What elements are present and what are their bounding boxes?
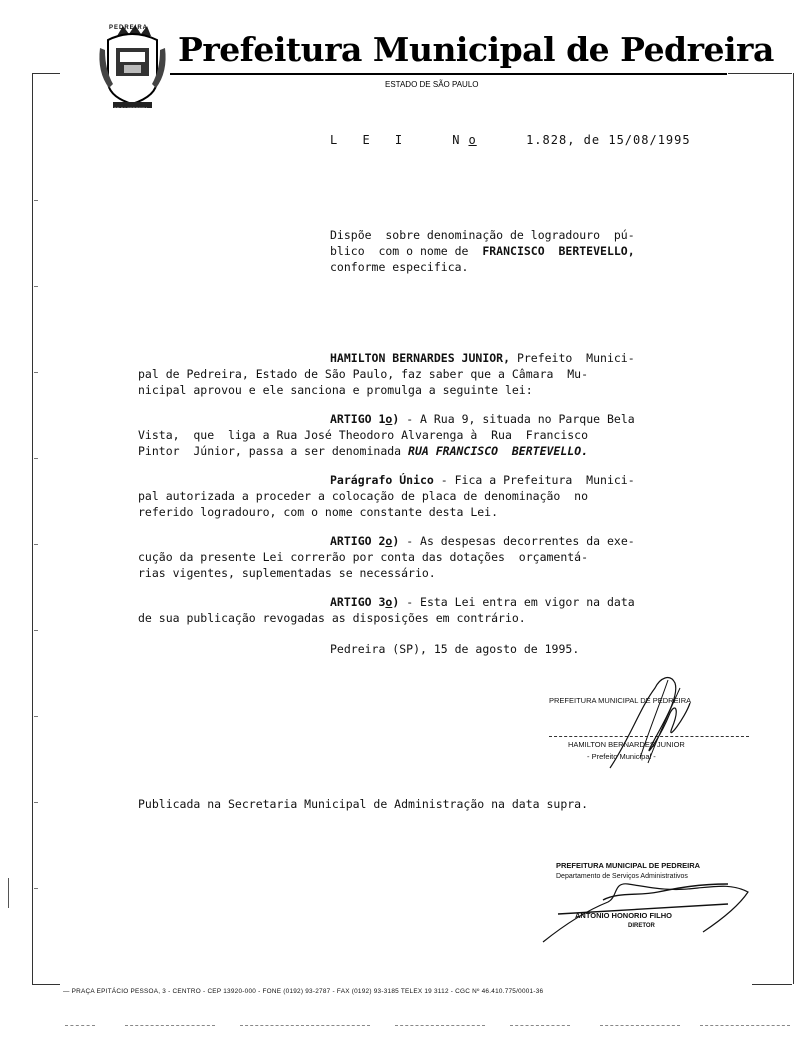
law-heading xyxy=(330,133,691,147)
closing-date: Pedreira (SP), 15 de agosto de 1995. xyxy=(330,642,580,656)
binding-mark xyxy=(8,878,9,908)
article-line: Pintor Júnior, passa a ser denominada xyxy=(138,444,409,458)
scan-artifact xyxy=(125,1025,215,1027)
law-label: L E I xyxy=(330,133,412,147)
municipal-crest xyxy=(95,22,170,114)
mayor-name: HAMILTON BERNARDES JUNIOR, xyxy=(330,351,511,365)
summary-line: conforme especifica. xyxy=(330,260,469,274)
summary-line: Dispõe sobre denominação de logradouro pú- xyxy=(330,228,635,242)
paragraph-unico xyxy=(138,472,635,520)
handwritten-signature-2 xyxy=(528,862,758,946)
paragraph-line: - Fica a Prefeitura Munici- xyxy=(433,473,635,487)
header-rule xyxy=(170,73,727,75)
article-line: cução da presente Lei correrão por conta das dotações orçamentá- xyxy=(138,550,589,564)
signature2-role: DIRETOR xyxy=(628,923,655,929)
footer-rule-right xyxy=(752,984,792,985)
article-line: - Esta Lei entra em vigor na data xyxy=(399,595,635,609)
signature2-dept: Departamento de Serviços Administrativos xyxy=(556,873,688,880)
signature2-name: ANTONIO HONORIO FILHO xyxy=(575,911,672,920)
signature1-name: HAMILTON BERNARDES JUNIOR xyxy=(568,740,685,749)
preamble-line: Prefeito Munici- xyxy=(510,351,635,365)
handwritten-signature-1 xyxy=(600,668,710,778)
paragraph-label: Parágrafo Único xyxy=(330,473,434,487)
article-1 xyxy=(138,411,635,459)
preamble-line: pal de Pedreira, Estado de São Paulo, faz saber que a Câmara Mu- xyxy=(138,367,589,381)
article-line: rias vigentes, suplementadas se necessário. xyxy=(138,566,436,580)
publication-note: Publicada na Secretaria Municipal de Administração na data supra. xyxy=(138,797,589,811)
paragraph-line: referido logradouro, com o nome constante desta Lei. xyxy=(138,505,499,519)
scan-artifact xyxy=(65,1025,95,1027)
document-frame xyxy=(32,73,794,984)
article-line: - A Rua 9, situada no Parque Bela xyxy=(399,412,635,426)
article-sup: o xyxy=(385,534,393,548)
margin-tick xyxy=(34,286,38,287)
signature1-role: - Prefeito Municipal - xyxy=(587,752,656,761)
margin-tick xyxy=(34,372,38,373)
article-3 xyxy=(138,594,635,626)
header-rule-left xyxy=(32,73,60,74)
article-close: ) xyxy=(392,412,400,426)
law-number-sup: o xyxy=(468,133,477,147)
article-label: ARTIGO 2 xyxy=(330,534,386,548)
paragraph-line: pal autorizada a proceder a colocação de placa de denominação no xyxy=(138,489,589,503)
article-sup: o xyxy=(385,595,393,609)
article-label: ARTIGO 3 xyxy=(330,595,386,609)
law-number-label: N xyxy=(452,133,469,147)
article-label: ARTIGO 1 xyxy=(330,412,386,426)
law-number: 1.828, xyxy=(526,133,576,147)
summary xyxy=(330,227,635,275)
scan-artifact xyxy=(510,1025,570,1027)
margin-tick xyxy=(34,888,38,889)
coat-of-arms-icon xyxy=(95,22,170,114)
scan-artifact xyxy=(395,1025,485,1027)
article-line: - As despesas decorrentes da exe- xyxy=(399,534,635,548)
preamble-line: nicipal aprovou e ele sanciona e promulga a seguinte lei: xyxy=(138,383,533,397)
preamble xyxy=(138,350,635,398)
margin-tick xyxy=(34,716,38,717)
article-line: Vista, que liga a Rua José Theodoro Alvarenga à Rua Francisco xyxy=(138,428,589,442)
crest-text: PEDREIRA xyxy=(109,25,149,31)
scan-artifact xyxy=(240,1025,370,1027)
scan-artifact xyxy=(600,1025,680,1027)
article-sup: o xyxy=(385,412,393,426)
signature2-org: PREFEITURA MUNICIPAL DE PEDREIRA xyxy=(556,861,701,870)
margin-tick xyxy=(34,200,38,201)
margin-tick xyxy=(34,802,38,803)
state-label: ESTADO DE SÃO PAULO xyxy=(385,80,479,89)
honoree-name: FRANCISCO BERTEVELLO, xyxy=(482,244,635,258)
margin-tick xyxy=(34,630,38,631)
page-title: Prefeitura Municipal de Pedreira xyxy=(178,30,774,69)
article-close: ) xyxy=(392,534,400,548)
footer-address: — PRAÇA EPITÁCIO PESSOA, 3 - CENTRO - CEP 13920-000 - FONE (0192) 93-2787 - FAX (0192) 93-3185 TELEX 19 3112 - CGC Nº 46.410.775/0001-36 xyxy=(63,988,544,995)
street-name: RUA FRANCISCO BERTEVELLO. xyxy=(408,444,589,458)
scan-artifact xyxy=(700,1025,790,1027)
footer-rule-left xyxy=(32,984,60,985)
margin-tick xyxy=(34,544,38,545)
article-line: de sua publicação revogadas as disposições em contrário. xyxy=(138,611,526,625)
signature1-org: PREFEITURA MUNICIPAL DE PEDREIRA xyxy=(549,696,692,705)
article-2 xyxy=(138,533,635,581)
crest-motto: FLOR DA PEDREIRA xyxy=(109,106,148,111)
law-date: de 15/08/1995 xyxy=(583,133,691,147)
summary-line: blico com o nome de xyxy=(330,244,483,258)
article-close: ) xyxy=(392,595,400,609)
margin-tick xyxy=(34,458,38,459)
header-rule-right xyxy=(728,73,792,74)
